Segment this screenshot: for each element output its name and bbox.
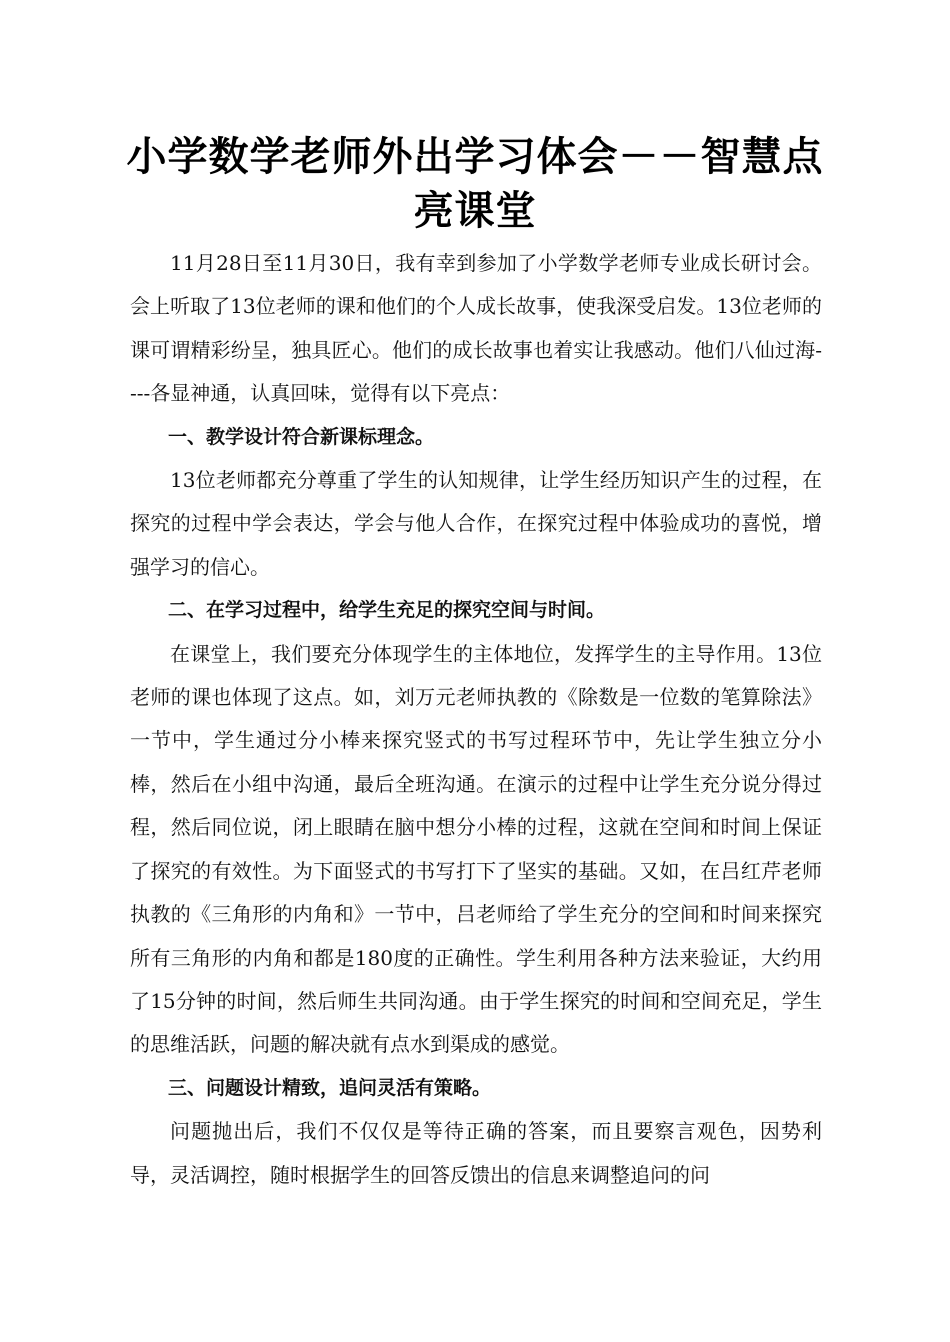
- paragraph-section-1: 13位老师都充分尊重了学生的认知规律，让学生经历知识产生的过程，在探究的过程中学会表达，学会与他人合作，在探究过程中体验成功的喜悦，增强学习的信心。: [130, 468, 822, 579]
- paragraph-intro: 11月28日至11月30日，我有幸到参加了小学数学老师专业成长研讨会。会上听取了13位老师的课和他们的个人成长故事，使我深受启发。13位老师的课可谓精彩纷呈，独具匠心。他们的成长故事也着实让我感动。他们八仙过海----各显神通，认真回味，觉得有以下亮点：: [130, 251, 822, 406]
- document-title: 小学数学老师外出学习体会－－智慧点亮课堂: [126, 134, 824, 234]
- document-body: [130, 242, 822, 1197]
- paragraph-section-2: 在课堂上，我们要充分体现学生的主体地位，发挥学生的主导作用。13位老师的课也体现了这点。如，刘万元老师执教的《除数是一位数的笔算除法》一节中，学生通过分小棒来探究竖式的书写过程环节中，先让学生独立分小棒，然后在小组中沟通，最后全班沟通。在演示的过程中让学生充分说分得过程，然后同位说，闭上眼睛在脑中想分小棒的过程，这就在空间和时间上保证了探究的有效性。为下面竖式的书写打下了坚实的基础。又如，在吕红芹老师执教的《三角形的内角和》一节中，吕老师给了学生充分的空间和时间来探究所有三角形的内角和都是180度的正确性。学生利用各种方法来验证，大约用了15分钟的时间，然后师生共同沟通。由于学生探究的时间和空间充足，学生的思维活跃，问题的解决就有点水到渠成的感觉。: [130, 641, 822, 1057]
- paragraph-section-3: 问题抛出后，我们不仅仅是等待正确的答案，而且要察言观色，因势利导，灵活调控，随时根据学生的回答反馈出的信息来调整追问的问: [130, 1119, 822, 1187]
- section-heading-3: 三、问题设计精致，追问灵活有策略。: [168, 1076, 492, 1099]
- section-heading-1: 一、教学设计符合新课标理念。: [168, 425, 435, 448]
- section-heading-2: 二、在学习过程中，给学生充足的探究空间与时间。: [168, 599, 606, 622]
